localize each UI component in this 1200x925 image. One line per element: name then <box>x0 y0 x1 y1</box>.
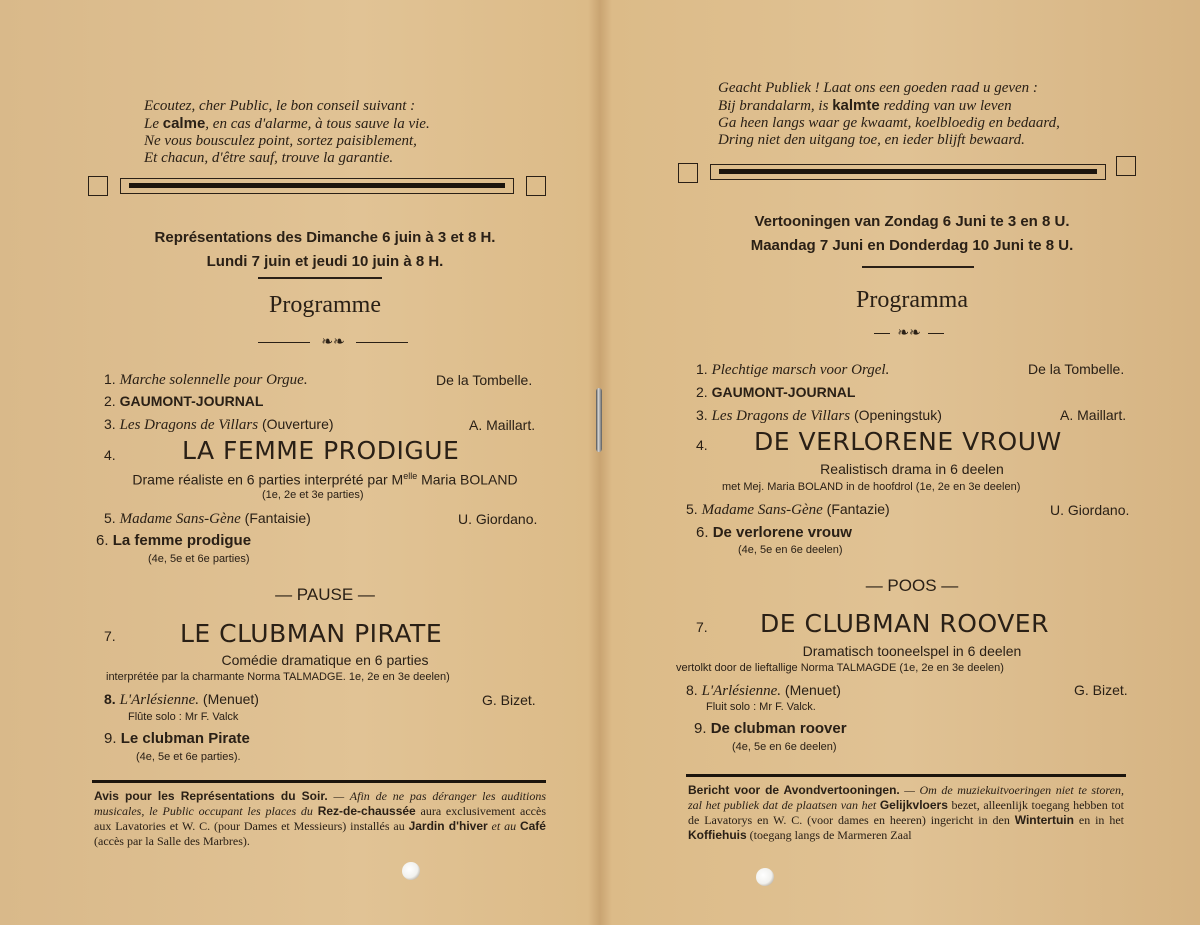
composer: U. Giordano. <box>458 511 538 527</box>
program-item-4-number: 4. <box>104 447 116 463</box>
program-item-7-number: 7. <box>696 619 708 635</box>
ornament-square <box>88 176 108 196</box>
composer: G. Bizet. <box>1074 682 1128 698</box>
film-parts: vertolkt door de lieftallige Norma TALMAGDE (1e, 2e en 3e deelen) <box>676 662 1004 674</box>
program-item-9: 9. Le clubman Pirate <box>104 730 250 747</box>
film-description: Dramatisch tooneelspel in 6 deelen <box>802 643 1022 659</box>
dates-line: Maandag 7 Juni en Donderdag 10 Juni te 8 U. <box>750 237 1074 254</box>
right-page <box>602 0 1200 925</box>
soloist: Flûte solo : Mr F. Valck <box>128 711 239 723</box>
ornament-square <box>678 163 698 183</box>
verse-line: Ecoutez, cher Public, le bon conseil suivant : <box>144 98 416 114</box>
feature-film-title: DE CLUBMAN ROOVER <box>760 609 1049 638</box>
film-parts: met Mej. Maria BOLAND in de hoofdrol (1e, 2e en 3e deelen) <box>722 481 1021 493</box>
punch-hole <box>756 868 774 886</box>
performance-dates <box>662 210 1162 258</box>
ornament-divider <box>258 335 408 349</box>
composer: A. Maillart. <box>1060 407 1127 423</box>
verse-line: Bij brandalarm, is kalmte redding van uw leven <box>718 97 1012 114</box>
dates-line: Vertooningen van Zondag 6 Juni te 3 en 8 U. <box>754 213 1070 230</box>
decorative-rule <box>710 164 1106 180</box>
divider <box>862 266 974 268</box>
ornament-square <box>1116 156 1136 176</box>
program-item-1: 1. Plechtige marsch voor Orgel. <box>696 361 890 378</box>
ornament-divider <box>874 326 944 340</box>
program-item-3: 3. Les Dragons de Villars (Ouverture) <box>104 416 334 433</box>
program-item-5: 5. Madame Sans-Gène (Fantazie) <box>686 501 890 518</box>
composer: De la Tombelle. <box>436 372 533 388</box>
program-item-2: 2. GAUMONT-JOURNAL <box>104 393 264 409</box>
film-description: Drame réaliste en 6 parties interprété par $M^{elle}$ Maria BOLAND <box>132 471 518 488</box>
program-item-7-number: 7. <box>104 628 116 644</box>
film-description: Comédie dramatique en 6 parties <box>221 652 429 668</box>
composer: A. Maillart. <box>469 417 536 433</box>
evening-notice: Bericht voor de Avondvertooningen. — Om de muziekuitvoeringen niet te storen, zal het publiek dat de plaatsen van het Gelijkvloers bezet, alleenlijk toegang hebben tot de Lavatorys en W. C. (voor dames en heeren) ingericht in den Wintertuin en in het Koffiehuis (toegang langs de Marmeren Zaal <box>688 783 1124 842</box>
safety-verse <box>718 80 1138 149</box>
film-parts: (4e, 5e en 6e deelen) <box>738 544 843 556</box>
program-item-8: 8. L'Arlésienne. (Menuet) <box>104 691 259 708</box>
verse-line: Le calme, en cas d'alarme, à tous sauve la vie. <box>144 115 430 132</box>
leaf-ornament-icon: ❧❧ <box>897 325 921 341</box>
film-parts: interprétée par la charmante Norma TALMADGE. 1e, 2e en 3e deelen) <box>106 671 450 683</box>
dates-line: Lundi 7 juin et jeudi 10 juin à 8 H. <box>206 253 444 270</box>
program-item-1: 1. Marche solennelle pour Orgue. <box>104 371 308 388</box>
film-parts: (4e, 5e et 6e parties) <box>148 553 250 565</box>
notice-rule <box>686 774 1126 777</box>
program-item-2: 2. GAUMONT-JOURNAL <box>696 384 856 400</box>
intermission: — PAUSE — <box>275 585 375 604</box>
composer: De la Tombelle. <box>1028 361 1125 377</box>
divider <box>258 277 382 279</box>
performance-dates <box>80 226 570 274</box>
verse-line: Dring niet den uitgang toe, en ieder blijft bewaard. <box>718 132 1025 148</box>
verse-line: Ga heen langs waar ge kwaamt, koelbloedig en bedaard, <box>718 115 1060 131</box>
film-description: Realistisch drama in 6 deelen <box>820 461 1004 477</box>
feature-film-title: LA FEMME PRODIGUE <box>182 436 460 465</box>
evening-notice: Avis pour les Représentations du Soir. — Afin de ne pas déranger les auditions musicales, le Public occupant les places du Rez-de-chaussée aura exclusivement accès aux Lavatories et W. C. (pour Dames et Messieurs) installés au Jardin d'hiver et au Café (accès par la Salle des Marbres). <box>94 789 546 848</box>
film-parts: (1e, 2e et 3e parties) <box>262 489 364 501</box>
verse-line: Et chacun, d'être sauf, trouve la garantie. <box>144 150 394 166</box>
program-item-3: 3. Les Dragons de Villars (Openingstuk) <box>696 407 942 424</box>
soloist: Fluit solo : Mr F. Valck. <box>706 701 816 713</box>
program-item-9: 9. De clubman roover <box>694 720 847 737</box>
verse-line: Ne vous bousculez point, sortez paisiblement, <box>144 133 417 149</box>
leaf-ornament-icon: ❧❧ <box>321 334 345 350</box>
program-item-4-number: 4. <box>696 437 708 453</box>
decorative-rule <box>120 178 514 194</box>
composer: G. Bizet. <box>482 692 536 708</box>
program-item-6: 6. De verlorene vrouw <box>696 524 852 541</box>
verse-line: Geacht Publiek ! Laat ons een goeden raad u geven : <box>718 80 1038 96</box>
feature-film-title: LE CLUBMAN PIRATE <box>180 619 443 648</box>
film-parts: (4e, 5e et 6e parties). <box>136 751 241 763</box>
program-item-8: 8. L'Arlésienne. (Menuet) <box>686 682 841 699</box>
program-item-5: 5. Madame Sans-Gène (Fantaisie) <box>104 510 311 527</box>
punch-hole <box>402 862 420 880</box>
programma-title: Programma <box>856 287 968 313</box>
ornament-square <box>526 176 546 196</box>
intermission: — POOS — <box>865 576 959 595</box>
notice-rule <box>92 780 546 783</box>
left-page <box>0 0 598 925</box>
programme-title: Programme <box>269 292 381 318</box>
composer: U. Giordano. <box>1050 502 1130 518</box>
dates-line: Représentations des Dimanche 6 juin à 3 et 8 H. <box>154 229 496 246</box>
safety-verse <box>144 98 524 167</box>
film-parts: (4e, 5e en 6e deelen) <box>732 741 837 753</box>
feature-film-title: DE VERLORENE VROUW <box>754 427 1062 456</box>
program-item-6: 6. La femme prodigue <box>96 532 252 549</box>
